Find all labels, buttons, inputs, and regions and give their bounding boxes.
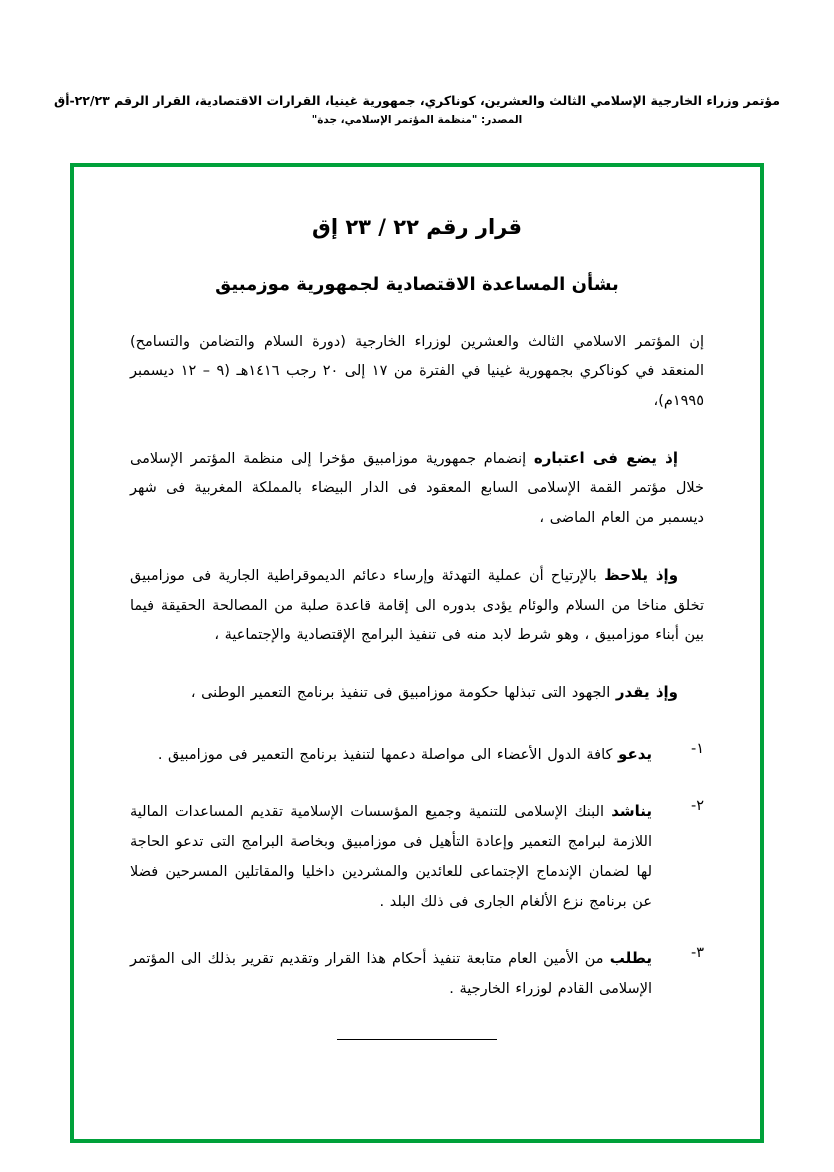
- operative-clauses: [130, 739, 704, 1005]
- clause-1-lead: يدعو: [618, 744, 652, 763]
- clause-2-lead: يناشد: [611, 802, 653, 821]
- green-border-frame: [70, 163, 764, 1143]
- recital-3: [130, 677, 704, 709]
- document-header: [0, 92, 834, 129]
- recital-1-text: إنضمام جمهورية موزامبيق مؤخرا إلى منظمة المؤتمر الإسلامى خلال مؤتمر القمة الإسلامى السابع المعقود فى الدار البيضاء بالمملكة المغربية فى شهر ديسمبر من العام الماضى ،: [130, 450, 704, 527]
- recital-3-text: الجهود التى تبذلها حكومة موزامبيق فى تنفيذ برنامج التعمير الوطنى ،: [190, 685, 611, 702]
- resolution-title: قرار رقم ٢٢ / ٢٣ إق: [312, 215, 522, 239]
- preamble-paragraph: إن المؤتمر الاسلامي الثالث والعشرين لوزراء الخارجية (دورة السلام والتضامن والتسامح) المنعقد في كوناكري بجمهورية غينيا في الفترة من ١٧ إلى ٢٠ رجب ١٤١٦هـ (٩ – ١٢ ديسمبر ١٩٩٥م)،: [130, 333, 705, 410]
- clause-1-text: كافة الدول الأعضاء الى مواصلة دعمها لتنفيذ برنامج التعمير فى موزامبيق .: [157, 746, 613, 763]
- footer-divider: [337, 1039, 497, 1040]
- recital-2-lead: وإذ يلاحظ: [604, 565, 679, 584]
- document-body: [74, 167, 760, 1139]
- clause-3-body: [130, 943, 652, 1004]
- recital-1-lead: إذ يضع فى اعتباره: [533, 448, 679, 467]
- header-citation-line: مؤتمر وزراء الخارجية الإسلامي الثالث والعشرين، كوناكري، جمهورية غينيا، القرارات الاقتصادية، القرار الرقم ٢٢/٢٣-أق: [54, 93, 780, 108]
- clause-3-text: من الأمين العام متابعة تنفيذ أحكام هذا القرار وتقديم تقرير بذلك الى المؤتمر الإسلامى القادم لوزراء الخارجية .: [130, 951, 652, 998]
- clause-3-lead: يطلب: [609, 949, 653, 968]
- resolution-subtitle: بشأن المساعدة الاقتصادية لجمهورية موزمبيق: [215, 274, 619, 296]
- recital-2-text: بالإرتياح أن عملية التهدئة وإرساء دعائم الديموقراطية الجارية فى موزامبيق تخلق مناخا من السلام والوئام يؤدى بدوره الى إقامة قاعدة صلبة من المصالحة الحقيقة فيما بين أبناء موزامبيق ، وهو شرط لابد منه فى تنفيذ البرامج الإقتصادية والإجتماعية ،: [130, 567, 704, 644]
- clause-2: [130, 796, 704, 917]
- clause-3: [130, 943, 704, 1004]
- recital-3-lead: وإذ يقدر: [615, 683, 678, 702]
- clause-2-number: ٢-: [690, 798, 704, 815]
- clause-1: [130, 739, 704, 771]
- header-source-line: المصدر: "منظمة المؤتمر الإسلامي، جدة": [311, 113, 523, 126]
- clause-1-number: ١-: [690, 740, 704, 757]
- recital-2: [130, 560, 704, 651]
- recital-1: [130, 443, 704, 534]
- clause-2-body: [130, 796, 652, 917]
- clause-3-number: ٣-: [690, 945, 704, 962]
- clause-1-body: [130, 739, 652, 771]
- clause-2-text: البنك الإسلامى للتنمية وجميع المؤسسات الإسلامية تقديم المساعدات المالية اللازمة لبرامج التعمير وإعادة التأهيل فى موزامبيق وبخاصة البرامج التى تدعو الحاجة لها لضمان الإندماج الإجتماعى للعائدين والمشردين داخليا والمقاتلين المسرحين فضلا عن برنامج نزع الألغام الجارى فى ذلك البلد .: [130, 804, 652, 910]
